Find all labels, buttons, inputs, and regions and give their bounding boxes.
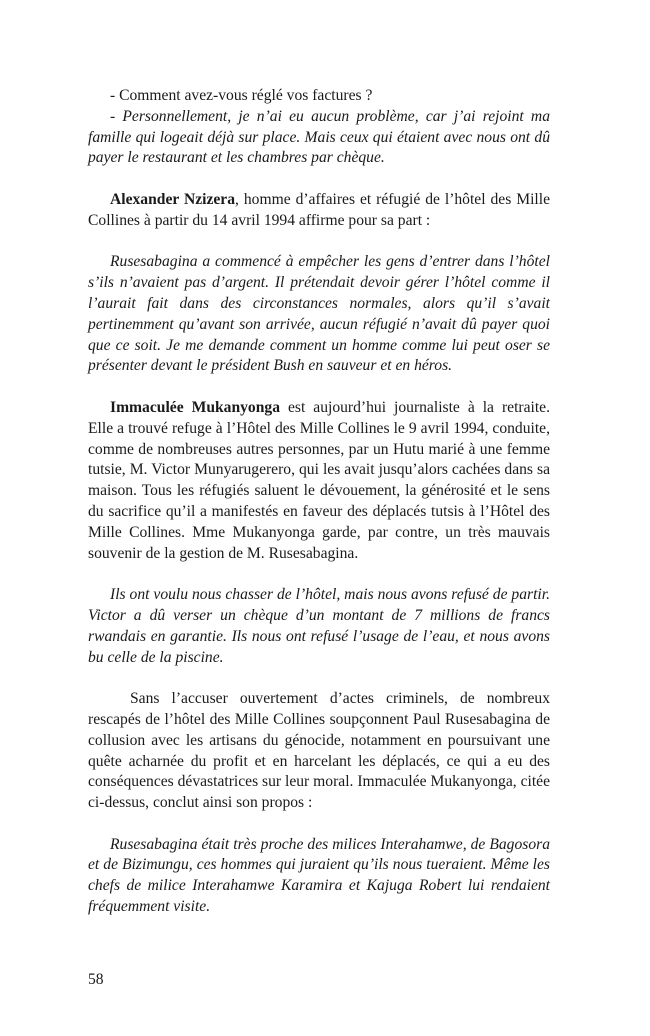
paragraph-gap (88, 564, 550, 585)
mukanyonga-name: Immaculée Mukanyonga (110, 398, 280, 416)
paragraph-gap (88, 232, 550, 253)
nzizera-intro-text: , homme d’affaires et réfugié de l’hôtel des Mille Collines à partir du 14 avril 1994 affirme pour sa part : (88, 190, 550, 229)
mukanyonga-intro-paragraph (88, 398, 550, 564)
conclusion-paragraph: Sans l’accuser ouvertement d’actes criminels, de nombreux rescapés de l’hôtel des Mille Collines soupçonnent Paul Rusesabagina de collusion avec les artisans du génocide, notamment en poursuivant une quête acharnée du profit et en harcelant les déplacés, ce qui a eu des conséquences dévastatrices sur leur moral. Immaculée Mukanyonga, citée ci-dessus, conclut ainsi son propos : (88, 690, 550, 812)
nzizera-name: Alexander Nzizera (110, 190, 236, 208)
paragraph-gap (88, 814, 550, 835)
dialogue-question: - Comment avez-vous réglé vos factures ? (110, 87, 373, 104)
page-body (88, 86, 550, 918)
nzizera-intro-paragraph (88, 190, 550, 232)
dialogue-answer: - Personnellement, je n’ai eu aucun problème, car j’ai rejoint ma famille qui logeait déjà sur place. Mais ceux qui étaient avec nous ont dû payer le restaurant et les chambres par chèque. (88, 107, 550, 167)
conclusion-quote: Rusesabagina était très proche des milices Interahamwe, de Bagosora et de Bizimungu, ces hommes qui juraient qu’ils nous tueraient. Même les chefs de milice Interahamwe Karamira et Kajuga Robert lui rendaient fréquemment visite. (88, 835, 550, 916)
nzizera-quote: Rusesabagina a commencé à empêcher les gens d’entrer dans l’hôtel s’ils n’avaient pas d’argent. Il prétendait devoir gérer l’hôtel comme il l’aurait fait dans des circonstances normales, alors qu’il s’avait pertinemment qu’avant son arrivée, aucun réfugié n’avait dû payer quoi que ce soit. Je me demande comment un homme comme lui peut oser se présenter devant le président Bush en sauveur et en héros. (88, 253, 550, 375)
paragraph-gap (88, 377, 550, 398)
mukanyonga-quote: Ils ont voulu nous chasser de l’hôtel, mais nous avons refusé de partir. Victor a dû verser un chèque d’un montant de 7 millions de francs rwandais en garantie. Ils nous ont refusé l’usage de l’eau, et nous avons bu celle de la piscine. (88, 586, 550, 666)
page-number: 58 (88, 971, 104, 988)
paragraph-gap (88, 169, 550, 190)
paragraph-gap (88, 668, 550, 689)
mukanyonga-intro-text: est aujourd’hui journaliste à la retraite. Elle a trouvé refuge à l’Hôtel des Mille Collines le 9 avril 1994, conduite, comme de nombreuses autres personnes, par un Hutu marié à une femme tutsie, M. Victor Munyarugerero, qui les avait jusqu’alors cachées dans sa maison. Tous les réfugiés saluent le dévouement, la générosité et le sens du sacrifice qu’il a manifestés en faveur des déplacés tutsis à l’Hôtel des Mille Collines. Mme Mukanyonga garde, par contre, un très mauvais souvenir de la gestion de M. Rusesabagina. (88, 398, 551, 562)
